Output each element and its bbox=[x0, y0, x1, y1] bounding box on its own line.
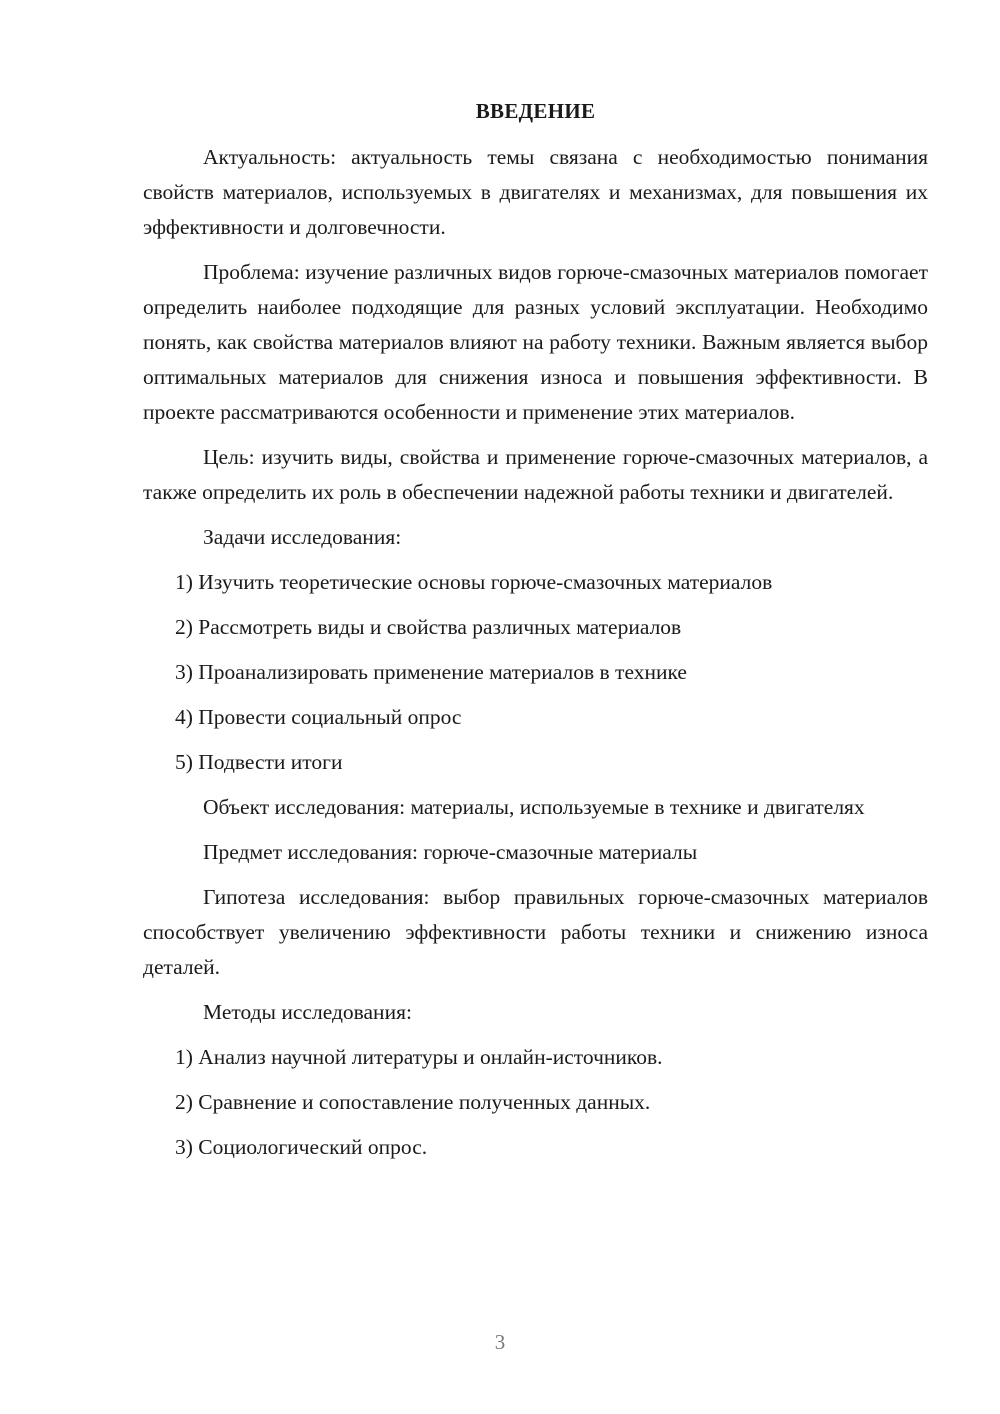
method-item: 3) Социологический опрос. bbox=[175, 1135, 428, 1159]
hypothesis-paragraph: Гипотеза исследования: выбор правильных горюче-смазочных материалов способствует увеличению эффективности работы техники и снижению износа деталей. bbox=[143, 885, 928, 979]
task-item: 2) Рассмотреть виды и свойства различных материалов bbox=[175, 615, 682, 639]
methods-list bbox=[143, 1040, 928, 1165]
task-item: 3) Проанализировать применение материалов в технике bbox=[175, 660, 687, 684]
tasks-heading: Задачи исследования: bbox=[203, 525, 402, 549]
subject-paragraph: Предмет исследования: горюче-смазочные материалы bbox=[203, 840, 698, 864]
task-item: 1) Изучить теоретические основы горюче-смазочных материалов bbox=[175, 570, 773, 594]
task-item: 4) Провести социальный опрос bbox=[175, 705, 462, 729]
goal-paragraph: Цель: изучить виды, свойства и применение горюче-смазочных материалов, а также определить их роль в обеспечении надежной работы техники и двигателей. bbox=[143, 445, 928, 504]
methods-heading: Методы исследования: bbox=[203, 1000, 412, 1024]
object-paragraph: Объект исследования: материалы, используемые в технике и двигателях bbox=[203, 795, 865, 819]
task-item: 5) Подвести итоги bbox=[175, 750, 343, 774]
problem-paragraph: Проблема: изучение различных видов горюче-смазочных материалов помогает определить наиболее подходящие для разных условий эксплуатации. Необходимо понять, как свойства материалов влияют на работу техники. Важным является выбор оптимальных материалов для снижения износа и повышения эффективности. В проекте рассматриваются особенности и применение этих материалов. bbox=[143, 260, 928, 424]
document-body bbox=[143, 96, 928, 1175]
section-title: ВВЕДЕНИЕ bbox=[475, 99, 596, 123]
relevance-paragraph: Актуальность: актуальность темы связана с необходимостью понимания свойств материалов, используемых в двигателях и механизмах, для повышения их эффективности и долговечности. bbox=[143, 145, 928, 239]
tasks-list bbox=[143, 565, 928, 780]
page-number: 3 bbox=[494, 1330, 506, 1354]
method-item: 1) Анализ научной литературы и онлайн-источников. bbox=[175, 1045, 663, 1069]
method-item: 2) Сравнение и сопоставление полученных данных. bbox=[175, 1090, 651, 1114]
